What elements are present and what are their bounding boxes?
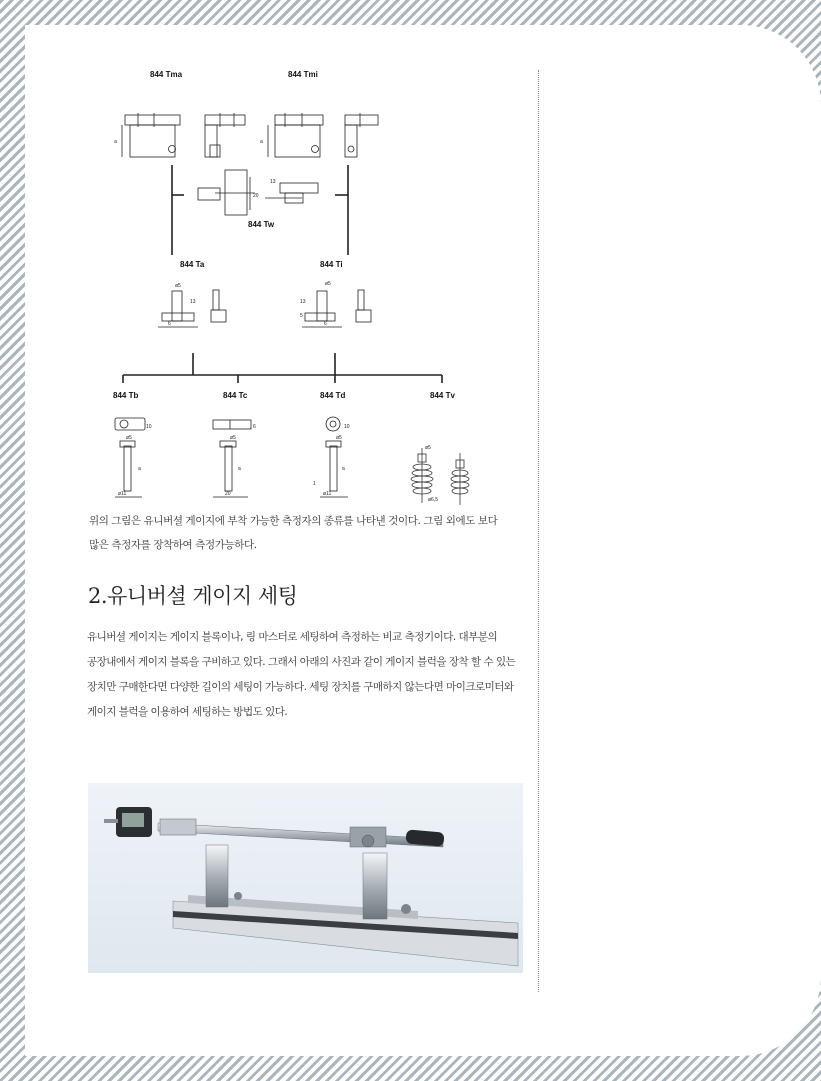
caption-line-2: 많은 측정자를 장착하여 측정가능하다. bbox=[89, 539, 257, 551]
dim-5-ti: 5 bbox=[300, 313, 303, 319]
probe-tv-drawing bbox=[411, 445, 469, 505]
probe-tmi-drawing bbox=[260, 113, 378, 157]
dim-13-tw: 13 bbox=[270, 179, 276, 185]
dim-d11-tb: ø11 bbox=[118, 491, 127, 497]
column-divider bbox=[538, 70, 539, 992]
dim-a-tc: a bbox=[238, 466, 241, 472]
left-column bbox=[206, 845, 228, 907]
label-844-ta: 844 Ta bbox=[180, 260, 205, 269]
figure-caption bbox=[89, 509, 529, 557]
probe-tw-drawing bbox=[198, 170, 318, 215]
probe-td-drawing bbox=[313, 417, 350, 497]
caption-line-1: 위의 그림은 유니버셜 게이지에 부착 가능한 측정자의 종류를 나타낸 것이다. 그림 외에도 보다 bbox=[89, 515, 498, 527]
probe-ta-drawing bbox=[158, 283, 226, 327]
dim-a-2: a bbox=[260, 139, 263, 145]
dim-d5-tb: ø5 bbox=[126, 435, 132, 441]
dim-d5-ta: ø5 bbox=[175, 283, 181, 289]
label-844-tmi: 844 Tmi bbox=[288, 70, 318, 79]
dim-10-td: 10 bbox=[344, 424, 350, 430]
label-844-tb: 844 Tb bbox=[113, 391, 139, 400]
dim-13-ti: 13 bbox=[300, 299, 306, 305]
dim-20-tc: 20 bbox=[225, 491, 231, 497]
dim-6-tc: 6 bbox=[253, 424, 256, 430]
dim-6-ti: 6 bbox=[324, 321, 327, 327]
dim-d11-td: ø11 bbox=[323, 491, 332, 497]
dim-13-ta: 13 bbox=[190, 299, 196, 305]
probe-tb-drawing bbox=[115, 418, 152, 497]
body-line-4: 게이지 블럭을 이용하여 세팅하는 방법도 있다. bbox=[87, 706, 288, 718]
dim-d65-tv: ø6,5 bbox=[428, 497, 439, 503]
section-heading: 2.유니버셜 게이지 세팅 bbox=[88, 584, 298, 608]
dim-6-ta: 6 bbox=[168, 321, 171, 327]
body-line-3: 장치만 구매한다면 다양한 길이의 세팅이 가능하다. 세팅 장치를 구매하지 않는다면 마이크로미터와 bbox=[87, 681, 514, 693]
dim-d5-td: ø5 bbox=[336, 435, 342, 441]
label-844-tma: 844 Tma bbox=[150, 70, 183, 79]
dim-d5-tv: ø5 bbox=[425, 445, 431, 451]
dim-a-tb: a bbox=[138, 466, 141, 472]
dim-1-td: 1 bbox=[313, 481, 316, 487]
probe-tc-drawing bbox=[213, 420, 256, 497]
label-844-tc: 844 Tc bbox=[223, 391, 248, 400]
body-line-1: 유니버셜 게이지는 게이지 블록이나, 링 마스터로 세팅하여 측정하는 비교 측정기이다. 대부분의 bbox=[87, 631, 498, 643]
label-844-tv: 844 Tv bbox=[430, 391, 455, 400]
document-page bbox=[25, 25, 821, 1056]
probe-ti-drawing bbox=[300, 281, 371, 327]
setting-device-photo bbox=[88, 783, 523, 973]
body-line-2: 공장내에서 게이지 블록을 구비하고 있다. 그래서 아래의 사진과 같이 게이지 블럭을 장착 할 수 있는 bbox=[87, 656, 516, 668]
body-paragraph bbox=[87, 625, 547, 725]
dim-10-tb: 10 bbox=[146, 424, 152, 430]
dim-20-tw: 20 bbox=[253, 193, 259, 199]
probe-tma-drawing bbox=[114, 113, 245, 157]
dim-d5-tc: ø5 bbox=[230, 435, 236, 441]
dim-a-1: a bbox=[114, 139, 117, 145]
label-844-ti: 844 Ti bbox=[320, 260, 343, 269]
dim-a-td: a bbox=[342, 466, 345, 472]
dim-d5-ti: ø5 bbox=[325, 281, 331, 287]
label-844-tw: 844 Tw bbox=[248, 220, 275, 229]
right-column bbox=[363, 853, 387, 919]
label-844-td: 844 Td bbox=[320, 391, 346, 400]
probe-types-diagram bbox=[80, 65, 480, 505]
